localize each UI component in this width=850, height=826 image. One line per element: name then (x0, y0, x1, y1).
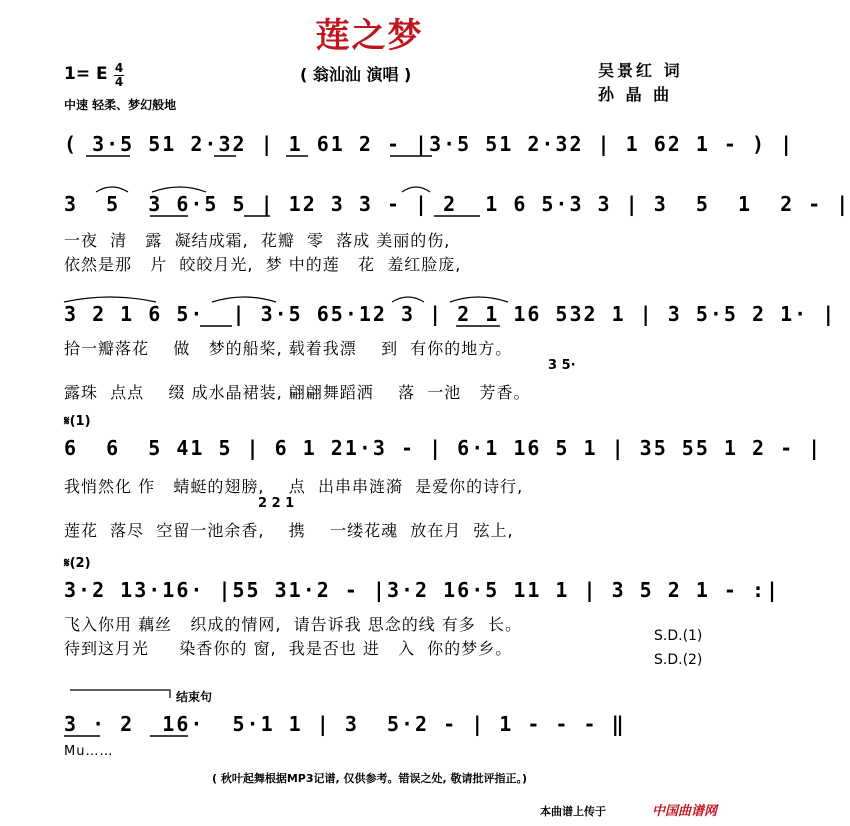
segno-1: 𝄋(1) (64, 414, 91, 429)
sd-marker-1: S.D.(1) (654, 628, 703, 644)
tempo-marking: 中速 轻柔、梦幻般地 (64, 98, 177, 112)
lyricist-credit: 吴景红 词 (598, 61, 683, 80)
key-signature: 1= E (64, 64, 108, 84)
sd-marker-2: S.D.(2) (654, 652, 703, 668)
notation-line-4: 3·2 13·16· |55 31·2 - |3·2 16·5 11 1 | 3 5 2 1 - :| (64, 578, 781, 602)
composer-credit: 孙 晶 曲 (598, 85, 673, 104)
lyric-line-4b: 待到这月光 染香你的 窗, 我是否也 进 入 你的梦乡。 (64, 639, 513, 658)
notation-line-3: 6 6 5 41 5 | 6 1 21·3 - | 6·1 16 5 1 | 35 55 1 2 - | (64, 436, 823, 460)
coda-bracket (70, 690, 170, 698)
lyric-line-3a: 我悄然化 作 蜻蜓的翅膀, 点 出串串涟漪 是爱你的诗行, (64, 477, 524, 496)
lyric-line-1a: 一夜 清 露 凝结成霜, 花瓣 零 落成 美丽的伤, (64, 231, 451, 250)
time-signature (114, 62, 124, 89)
singer-credit: ( 翁汕汕 演唱 ) (300, 65, 412, 84)
lyric-line-4a: 飞入你用 藕丝 织成的情网, 请告诉我 思念的线 有多 长。 (64, 615, 522, 634)
coda-label: 结束句 (176, 690, 213, 704)
notation-line-1: 3 5 3 6·5 5 | 12 3 3 - | 2 1 6 5·3 3 | 3 5 1 2 - | (64, 192, 850, 216)
upload-text: 本曲谱上传于 (540, 805, 606, 818)
grace-note-2: 3 5· (548, 358, 576, 373)
lyric-line-2b: 露珠 点点 缀 成水晶裙装, 翩翩舞蹈洒 落 一池 芳香。 (64, 383, 531, 402)
page-title: 莲之梦 (315, 16, 424, 56)
meter-top: 4 (114, 61, 124, 75)
notation-line-coda: 3 · 2 16· 5·1 1 | 3 5·2 - | 1 - - - ‖ (64, 712, 626, 736)
lyric-line-1b: 依然是那 片 皎皎月光, 梦 中的莲 花 羞红脸庞, (64, 255, 462, 274)
grace-note-3: 2 2 1 (258, 496, 295, 511)
meter-bottom: 4 (114, 75, 124, 89)
notation-line-2: 3 2 1 6 5· | 3·5 65·12 3 | 2 1 16 532 1 | 3 5·5 2 1· | (64, 302, 837, 326)
site-logo: 中国曲谱网 (652, 804, 718, 819)
lyric-line-3b: 莲花 落尽 空留一池余香, 携 一缕花魂 放在月 弦上, (64, 521, 514, 540)
segno-2: 𝄋(2) (64, 556, 91, 571)
notation-line-intro: ( 3·5 51 2·32 | 1 61 2 - |3·5 51 2·32 | 1 62 1 - ) | (64, 132, 795, 156)
lyric-line-coda: Mu…… (64, 744, 114, 759)
lyric-line-2a: 拾一瓣落花 做 梦的船桨, 载着我漂 到 有你的地方。 (64, 339, 513, 358)
footnote: ( 秋叶起舞根据MP3记谱, 仅供参考。错误之处, 敬请批评指正。) (211, 772, 528, 785)
